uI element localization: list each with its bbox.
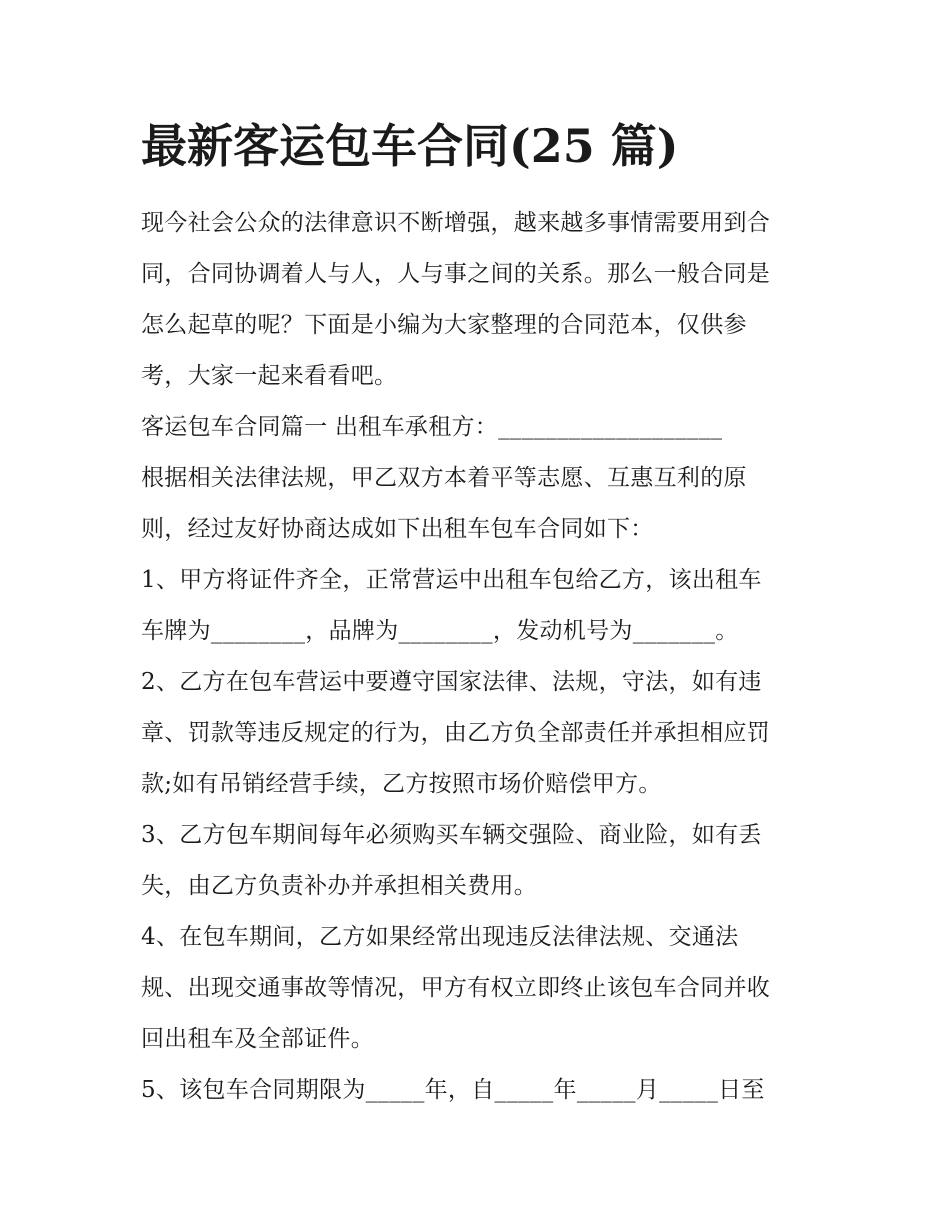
intro-line-4: 考，大家一起来看看吧。 bbox=[141, 363, 398, 389]
clause-5-line-1: 5、该包车合同期限为_____年，自_____年_____月_____日至 bbox=[141, 1077, 765, 1103]
preamble-line-1: 根据相关法律法规，甲乙双方本着平等志愿、互惠互利的原 bbox=[141, 465, 747, 491]
clause-1-line-2: 车牌为________，品牌为________，发动机号为_______。 bbox=[141, 618, 739, 644]
document-body bbox=[141, 198, 821, 1116]
clause-3-line-2: 失，由乙方负责补办并承担相关费用。 bbox=[141, 873, 538, 899]
clause-3-line-1: 3、乙方包车期间每年必须购买车辆交强险、商业险，如有丢 bbox=[141, 822, 762, 848]
preamble-line-2: 则，经过友好协商达成如下出租车包车合同如下： bbox=[141, 516, 654, 542]
clause-4-line-1: 4、在包车期间，乙方如果经常出现违反法律法规、交通法 bbox=[141, 924, 739, 950]
clause-4-line-2: 规、出现交通事故等情况，甲方有权立即终止该包车合同并收 bbox=[141, 975, 771, 1001]
intro-line-3: 怎么起草的呢？下面是小编为大家整理的合同范本，仅供参 bbox=[141, 312, 747, 338]
clause-1-line-1: 1、甲方将证件齐全，正常营运中出租车包给乙方，该出租车 bbox=[141, 567, 762, 593]
clause-2-line-1: 2、乙方在包车营运中要遵守国家法律、法规，守法，如有违 bbox=[141, 669, 762, 695]
contract-heading-line: 客运包车合同篇一 出租车承租方：___________________ bbox=[141, 414, 723, 440]
clause-2-line-2: 章、罚款等违反规定的行为，由乙方负全部责任并承担相应罚 bbox=[141, 720, 771, 746]
clause-4-line-3: 回出租车及全部证件。 bbox=[141, 1026, 374, 1052]
intro-line-1: 现今社会公众的法律意识不断增强，越来越多事情需要用到合 bbox=[141, 210, 771, 236]
clause-2-line-3: 款;如有吊销经营手续，乙方按照市场价赔偿甲方。 bbox=[141, 771, 662, 797]
document-title: 最新客运包车合同(25 篇) bbox=[141, 119, 679, 173]
intro-line-2: 同，合同协调着人与人，人与事之间的关系。那么一般合同是 bbox=[141, 261, 771, 287]
